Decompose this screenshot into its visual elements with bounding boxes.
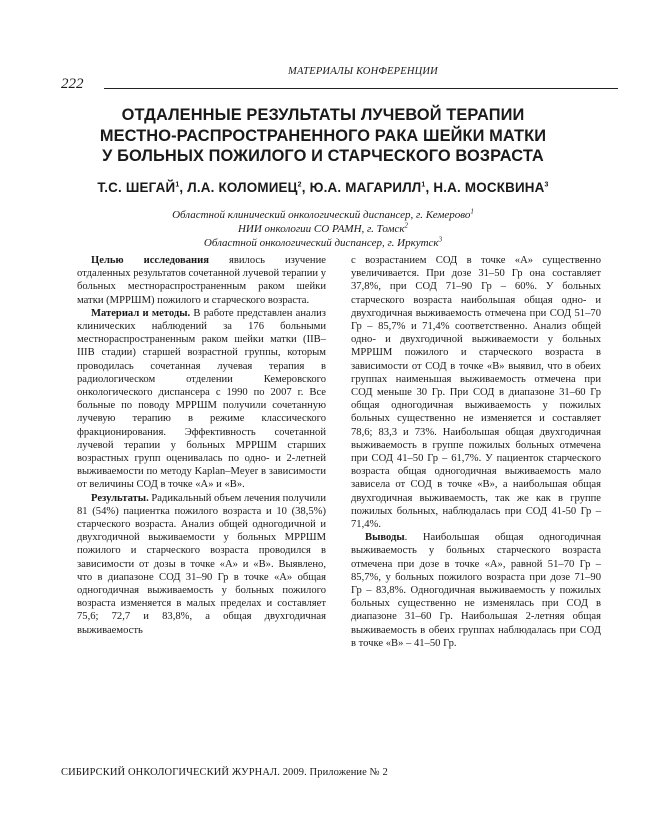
affiliation-line — [40, 222, 606, 236]
paragraph-text: явилось изучение отдаленных результатов сочетанной лучевой терапии у больных местнораспространенным раком шейки матки (МРРШМ) пожилого и старческого возраста. — [77, 255, 326, 306]
section-heading: Выводы — [365, 532, 405, 544]
paragraph-conclusions — [351, 531, 601, 650]
author-list — [40, 180, 606, 195]
running-header: МАТЕРИАЛЫ КОНФЕРЕНЦИИ — [288, 66, 438, 77]
affiliation-text: Областной клинический онкологический диспансер, г. Кемерово — [172, 209, 471, 221]
page-number: 222 — [61, 76, 84, 92]
paragraph-text: Радикальный объем лечения получили 81 (54%) пациентка пожилого возраста и 10 (38,5%) старческого возраста. Анализ общей одногодичной и двухгодичной выживаемости у больных МРРШМ пожилого и старческого возраста проводился в зависимости от дозы в точке «А» и «В». Выявлено, что в диапазоне СОД 31–90 Гр в точке «А» общая одногодичная выживаемость у больных пожилого возраста изменяется в малых пределах и составляет 75,6; 72,7 и 83,8%, а общая двухгодичная выживаемость — [77, 492, 326, 636]
paragraph-methods — [77, 307, 326, 492]
header-divider — [104, 88, 618, 89]
article-title — [40, 105, 606, 167]
author-affiliation-mark: 3 — [544, 181, 549, 189]
paragraph-aim — [77, 254, 326, 307]
author-name: Н.А. МОСКВИНА — [433, 180, 545, 195]
affiliation-line — [40, 208, 606, 222]
title-line: МЕСТНО-РАСПРОСТРАНЕННОГО РАКА ШЕЙКИ МАТКИ — [99, 126, 547, 145]
section-heading: Материал и методы. — [91, 307, 191, 319]
section-heading: Результаты. — [91, 492, 149, 504]
author-separator: , — [425, 180, 434, 195]
paragraph-text: . Наибольшая общая одногодичная выживаемость у больных старческого возраста отмечена при дозе в точке «А», равной 51–70 Гр – 85,7%, у больных пожилого возраста при дозе 71–90 Гр – 83,8%. Одногодичная выживаемость у пожилых больных существенно не изменялась при СОД в диапазоне 31–60 Гр. Наибольшая 2-летняя общая выживаемость в обеих группах наблюдалась при СОД в точке «В» – 41–50 Гр. — [351, 532, 601, 649]
paragraph-text: с возрастанием СОД в точке «А» существенно увеличивается. При дозе 31–50 Гр она составляет 37,8%, при СОД 71–90 Гр – 60%. У больных старческого возраста наибольшая общая одно- и двухгодичная выживаемость отмечена при СОД 51–70 Гр – 85,7% и 71,4% соответственно. Анализ общей одно- и двухгодичной выживаемости у больных МРРШМ пожилого и старческого возраста в зависимости от СОД в точке «В» выявил, что в обеих группах наименьшая выживаемость отмечена при СОД меньше 30 Гр. При СОД в диапазоне 31–60 Гр общая одногодичная выживаемость у пожилых больных существенно не изменяется и составляет 78,6; 83,3 и 73%. Наибольшая общая двухгодичная выживаемость в группе пожилых больных отмечена при СОД 41–50 Гр – 61,7%. У пациенток старческого возраста общая одногодичная выживаемость мало зависела от СОД в точке «В», а наибольшая общая двухгодичная выживаемость, так же как в группе пожилых больных, наблюдалась при СОД 41-50 Гр – 71,4%. — [351, 255, 601, 531]
affiliation-mark: 2 — [404, 221, 409, 230]
paragraph-results-continued — [351, 254, 601, 531]
section-heading: Целью исследования — [91, 255, 209, 266]
title-line: У БОЛЬНЫХ ПОЖИЛОГО И СТАРЧЕСКОГО ВОЗРАСТА — [102, 147, 544, 165]
affiliation-list — [40, 208, 606, 250]
affiliation-text: НИИ онкологии СО РАМН, г. Томск — [237, 223, 405, 235]
affiliation-text: Областной онкологический диспансер, г. Иркутск — [203, 237, 439, 249]
author-name: Т.С. ШЕГАЙ — [97, 180, 176, 195]
body-column-left — [77, 254, 326, 637]
author-name: Ю.А. МАГАРИЛЛ — [309, 180, 422, 195]
paragraph-text: В работе представлен анализ клинических наблюдений за 176 больными местнораспространенным раком шейки матки (IIB–IIIB стадии) старшей возрастной группы, которым проводилась сочетанная лучевая терапия в радиологическом отделении Кемеровского онкологического диспансера с 1990 по 2007 г. Все больные по поводу МРРШМ получили сочетанную лучевую терапию в режиме классического фракционирования. Эффективность сочетанной лучевой терапии у больных МРРШМ старших возрастных групп оценивалась по одно- и 2-летней выживаемости по методу Kaplan–Meyer в зависимости от величины СОД в точке «А» и «В». — [77, 307, 326, 491]
affiliation-mark: 3 — [438, 235, 443, 244]
author-name: Л.А. КОЛОМИЕЦ — [187, 180, 298, 195]
author-affiliation-mark: 2 — [297, 181, 302, 189]
author-separator: , — [301, 180, 310, 195]
author-affiliation-mark: 1 — [421, 181, 426, 189]
body-column-right — [351, 254, 601, 650]
author-separator: , — [179, 180, 188, 195]
paragraph-results — [77, 492, 326, 637]
author-affiliation-mark: 1 — [175, 181, 180, 189]
affiliation-mark: 1 — [470, 207, 474, 216]
journal-footer: СИБИРСКИЙ ОНКОЛОГИЧЕСКИЙ ЖУРНАЛ. 2009. Приложение № 2 — [61, 767, 388, 778]
title-line: ОТДАЛЕННЫЕ РЕЗУЛЬТАТЫ ЛУЧЕВОЙ ТЕРАПИИ — [121, 106, 525, 124]
affiliation-line — [40, 236, 606, 250]
